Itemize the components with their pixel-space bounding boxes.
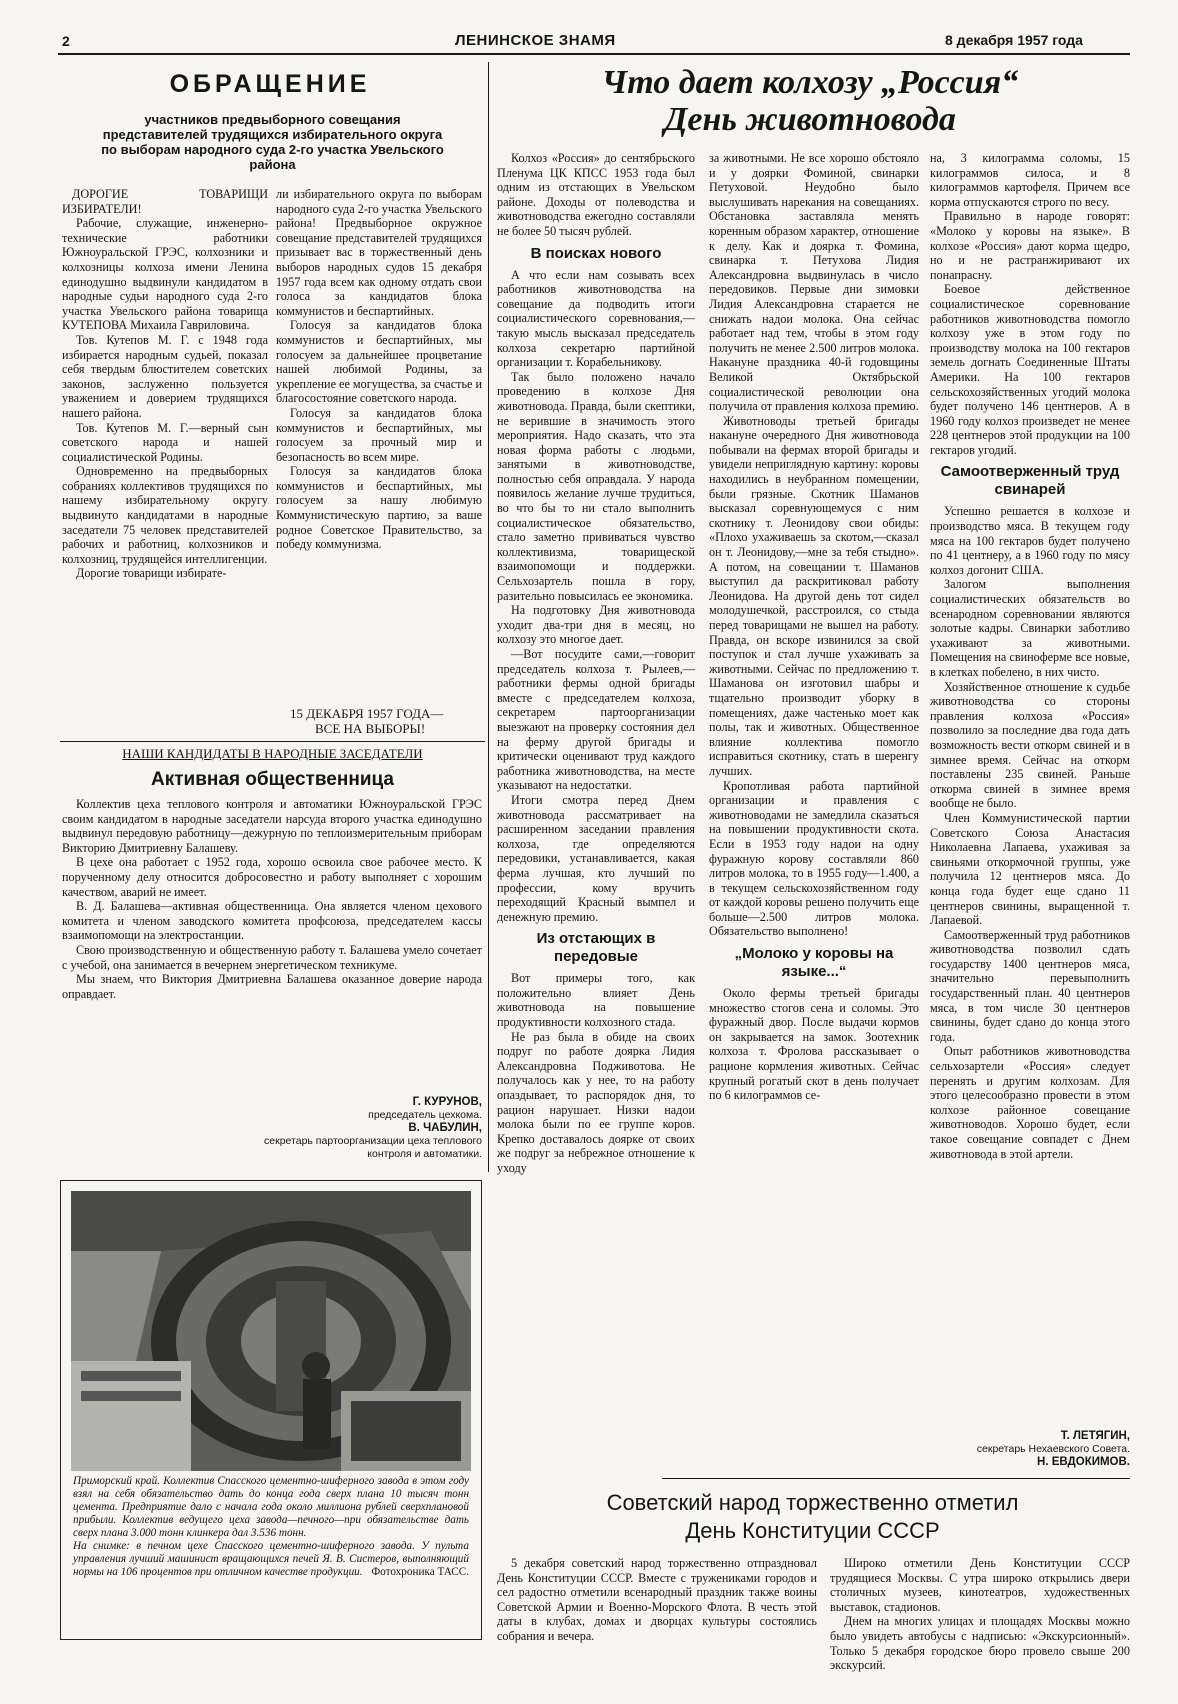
paragraph: за животными. Не все хорошо обстояло и у доярки Фоминой, свинарки Петуховой. Неудобно было выслушивать нарекания на совещаниях. Обстановка заставляла менять коренным образом характер, отношение к делу. Как и доярка т. Фомина, свинарка т. Петухова Лидия Александровна выдвинулась в число передовиков. Первые дни зимовки Лидия Александровна старается не снижать надои молока. Она сейчас работает над тем, чтобы в этом году получить не менее 2.500 литров молока. Накануне праздника 40-й годовщины Великой Октябрьской социалистической революции она получила от правления колхоза премию. — [709, 151, 919, 414]
paragraph: на, 3 килограмма соломы, 15 килограммов силоса, и 8 килограммов картофеля. Причем все корма отпускаются строго по весу. — [930, 151, 1130, 209]
paragraph: Самоотверженный труд работников животноводства позволил сдать государству 1400 центнеров мяса, значительно перевыполнить государственный план. 40 центнеров мяса, в том числе 30 центнеров свинины, будет сдано до конца этого года. — [930, 927, 1130, 1044]
paragraph: Голосуя за кандидатов блока коммунистов и беспартийных, мы голосуем за дальнейшее процветание нашей любимой Родины, за укрепление ее могущества, за счастье и благосостояние советского народа. — [276, 318, 482, 406]
paragraph: Залогом выполнения социалистических обязательств во всенародном соревновании являются золотые кадры. Свинарки заботливо ухаживают за животными. Помещения на свиноферме все новые, в клетках побелено, в них чисто. — [930, 577, 1130, 679]
paragraph: Мы знаем, что Виктория Дмитриевна Балашева оказанное доверие народа оправдает. — [62, 972, 482, 1001]
paragraph: Свою производственную и общественную работу т. Балашева умело сочетает с учебой, она занимается в вечернем энергетическом техникуме. — [62, 942, 482, 972]
appeal-title: ОБРАЩЕНИЕ — [169, 70, 371, 98]
subheading: Самоотверженный труд свинарей — [940, 463, 1120, 499]
photo-frame — [60, 1180, 482, 1640]
paragraph: Около фермы третьей бригады множество стогов сена и соломы. Это фуражный двор. После выдачи кормов он закрывается на замок. Зоотехник колхоза т. Фролова рассказывает о рационе кормления животных. Сейчас крупный рогатый скот в день получает по 6 килограммов се- — [709, 986, 919, 1103]
paragraph: Голосуя за кандидатов блока коммунистов и беспартийных, мы голосуем за прочный мир и безопасность во всем мире. — [276, 405, 482, 464]
subheading: Из отстающих в передовые — [536, 930, 656, 966]
issue-date: 8 декабря 1957 года — [945, 32, 1083, 48]
paragraph: Итоги смотра перед Днем животновода рассматривает на расширенном заседании правления колхоза, где определяются передовики, устанавливается, какая ферма лучшая, кто лучший по профессии, кому вручить переходящий Красный вымпел и денежную премию. — [497, 792, 695, 924]
paragraph: В цехе она работает с 1952 года, хорошо освоила свое рабочее место. К порученному делу относится добросовестно и работу выполняет с хорошим качеством, аварий не имеет. — [62, 855, 482, 899]
paragraph: Хозяйственное отношение к судьбе животноводства со стороны правления колхоза «Россия» позволило за последние два года дать возможность вести откорм свиней и в зимнее время. Сейчас на откорм поставлены 235 свиней. Раньше откорма свиней в зимнее время вообще не было. — [930, 679, 1130, 811]
candidates-body — [62, 797, 482, 1087]
signer-role: председатель цехкома. — [368, 1109, 482, 1121]
signer-name: Т. ЛЕТЯГИН, — [1060, 1430, 1130, 1442]
paragraph: Одновременно на предвыборных собраниях коллективов трудящихся по нашему избирательному округу выдвинуто кандидатами в народные заседатели 75 человек представителей рабочих и работниц, колхозников и колхозниц, трудящейся интеллигенции. — [62, 464, 268, 566]
paragraph: ли избирательного округа по выборам народного суда 2-го участка Увельского района! Предвыборное окружное совещание представителей трудящихся призывает вас в торжественный день выборов народных судов 15 декабря 1957 года всем как одному отдать свои голоса за кандидатов блока коммунистов и беспартийных. — [276, 187, 482, 318]
candidates-signatures — [250, 1096, 482, 1161]
paragraph: Животноводы третьей бригады накануне очередного Дня животновода побывали на фермах второй бригады и увидели неприглядную картину: коровы находились в неубранном помещении, были грязные. Скотник Шаманов высказал соревнующемуся с ним скотнику т. Леонидову свои обиды: «Плохо ухаживаешь за скотом,—сказал он т. Леонидову,—мне за тебя стыдно». А потом, на совещании т. Шаманов выступил да раскритиковал работу Леонидова. На другой день тот сидел молодушечкой, расстроился, со стыда перед товарищами не вышел на работу. Правда, он вскоре извинился за свой поступок и стал лучше ухаживать за животными. Сейчас по предложению т. Шаманова он изготовил шабры и тщательно производит уборку в помещениях, даже частенько моет как полы, так и животных. Общественное влияние коллектива помогло исправиться скотнику, стать в шеренгу лучших. — [709, 413, 919, 778]
section-rule — [662, 1478, 1130, 1479]
paragraph: —Вот посудите сами,—говорит председатель колхоза т. Рылеев,—работники фермы одной бригады вместе с председателем колхоза, секретарем партоорганизации выезжают на проверку состояния дел на ферму другой бригады и критически оценивают труд каждого работника животноводства, на месте указывают на недостатки. — [497, 647, 695, 793]
paragraph: Тов. Кутепов М. Г.—верный сын советского народа и нашей социалистической Родины. — [62, 420, 268, 464]
signer-name: Г. КУРУНОВ, — [412, 1096, 482, 1108]
paragraph: Член Коммунистической партии Советского Союза Анастасия Николаевна Лапаева, ухаживая за свиньями откормочной группы, уже получила 12 центнеров мяса. До конца года будет еще сдано 11 центнеров свинины, выращенной т. Лапаевой. — [930, 810, 1130, 928]
paragraph: Рабочие, служащие, инженерно-технические работники Южноуральской ГРЭС, колхозники и колхозницы колхоза имени Ленина единодушно выдвинули кандидатом в народные судьи народного суда 2-го участка Увельского района товарища КУТЕПОВА Михаила Гавриловича. — [62, 216, 268, 333]
paragraph: Успешно решается в колхозе и производство мяса. В текущем году мяса на 100 гектаров будет получено по 41 центнеру, а в 1960 году по мясу колхоз догонит США. — [930, 504, 1130, 577]
subheading: „Молоко у коровы на языке...“ — [734, 945, 894, 981]
paragraph: Голосуя за кандидатов блока коммунистов и беспартийных, мы голосуем за нашу любимую Коммунистическую партию, за ваше родное Советское Правительство, за победу коммунизма. — [276, 464, 482, 552]
paragraph: Днем на многих улицах и площадях Москвы можно было увидеть автобусы с надписью: «Экскурсионный». Только 5 декабря городское бюро провело свыше 200 экскурсий. — [830, 1614, 1130, 1673]
paragraph: Колхоз «Россия» до сентябрьского Пленума ЦК КПСС 1953 года был одним из отстающих в Увельском районе. Доходы от полеводства и животноводства ежегодно составляли не более 50 тысяч рублей. — [497, 151, 695, 238]
photo-credit: Фотохроника ТАСС. — [371, 1566, 469, 1578]
factory-kiln-photo — [71, 1191, 471, 1471]
paragraph: Коллектив цеха теплового контроля и автоматики Южноуральской ГРЭС своим кандидатом в народные заседатели нарсуда второго участка единодушно выдвинул передовую работницу—дежурную по теплоизмерительным приборам Викторию Дмитриевну Балашеву. — [62, 797, 482, 855]
appeal-column-1 — [62, 187, 268, 727]
signer-role: секретарь партоорганизации цеха теплового контроля и автоматики. — [264, 1135, 482, 1160]
masthead-rule — [58, 53, 1130, 55]
paragraph: ДОРОГИЕ ТОВАРИЩИ ИЗБИРАТЕЛИ! — [62, 187, 268, 216]
paragraph: Боевое действенное социалистическое соревнование работников животноводства помогло колхозу уже в этом году по производству молока на 100 гектаров земель догнать Соединенные Штаты Америки. На 100 гектаров сельскохозяйственных угодий молока будет получено 146 центнеров. А в 1960 году колхоз произведет не менее 228 центнеров этой продукции на 100 гектаров угодий. — [930, 282, 1130, 457]
feature-column-2 — [709, 151, 919, 1346]
feature-column-1 — [497, 151, 695, 1346]
constitution-column-2 — [830, 1556, 1130, 1696]
section-rule — [60, 741, 485, 742]
signer-role: секретарь Нехаевского Совета. — [976, 1443, 1130, 1455]
caption-lead: Приморский край. Коллектив Спасского цементно-шиферного завода в этом году взял на себя обязательство дать до конца года сверх плана 10 тысяч тонн цемента. Предприятие дало с начала года около миллиона рублей сверхплановой прибыли. Коллектив ведущего цеха завода—печного—при обязательстве дать сверх плана 3.000 тонн клинкера дал 3.536 тонн. — [73, 1475, 469, 1539]
feature-title-2: День животновода — [664, 101, 956, 138]
subheading: В поисках нового — [530, 244, 662, 262]
appeal-closing-2: ВСЕ НА ВЫБОРЫ! — [315, 721, 426, 736]
paragraph: Так было положено начало проведению в колхозе Дня животновода. Правда, были скептики, не верившие в значимость этого мероприятия. Надо сказать, что эта новая форма работы с людьми, занятыми в животноводстве, полностью себя оправдала. У народа появилось желание лучше трудиться, во что бы то ни стало выполнить социалистическое обязательство, стало заметно прививаться чувство коллективизма, товарищеской взаимопомощи и поддержки. Сельхозартель пошла в гору, разительно повысилась ее экономика. — [497, 369, 695, 603]
paragraph: Кропотливая работа партийной организации и правления с животноводами не замедлила сказаться на повышении продуктивности скота. Если в 1953 году надои на одну фуражную корову составляли 860 литров молока, то в 1955 году—1.400, а в текущем сельскохозяйственном году от каждой коровы решено получить еще больше—2.500 литров молока. Обязательство выполнено! — [709, 778, 919, 939]
signer-name: Н. ЕВДОКИМОВ. — [1037, 1456, 1130, 1468]
candidates-title: Активная общественница — [151, 769, 394, 790]
paragraph: В. Д. Балашева—активная общественница. Она является членом цехового комитета и членом заводского комитета профсоюза, председателем кассы взаимопомощи на электростанции. — [62, 899, 482, 943]
paragraph: А что если нам созывать всех работников животноводства на совещание да подводить итоги социалистического соревнования,—такую мысль высказал председатель колхоза секретарю партийной организации т. Корабельникову. — [497, 267, 695, 370]
appeal-subtitle: участников предвыборного совещания представителей трудящихся избирательного округа по выборам народного суда 2-го участка Увельского района — [101, 112, 444, 172]
appeal-closing-1: 15 ДЕКАБРЯ 1957 ГОДА— — [290, 706, 444, 721]
paragraph: 5 декабря советский народ торжественно отпраздновал День Конституции СССР. Вместе с тружениками городов и сел радостно отметили всенародный праздник также воины Советской Армии и Военно-Морского Флота. В честь этой даты в клубах, домах и дворцах культуры состоялись собрания и вечера. — [497, 1556, 817, 1643]
paragraph: Не раз была в обиде на своих подруг по работе доярка Лидия Александровна Подживотова. Не получалось как у нее, то на работу опаздывает, то распорядок дня, то рацион нарушает. Низки надои молока были по ее группе коров. Крепко доставалось доярке от своих же подруг за небрежное отношение к уходу — [497, 1029, 695, 1175]
constitution-title-2: День Конституции СССР — [685, 1518, 940, 1543]
paragraph: Правильно в народе говорят: «Молоко у коровы на языке». В колхозе «Россия» дают корма щедро, но и не растранжиривают их понапрасну. — [930, 209, 1130, 282]
caption-photo: На снимке: в печном цехе Спасского цементно-шиферного завода. У пульта управления лучший машинист вращающихся печей Я. В. Систеров, выполняющий нормы на 106 процентов при отличном качестве продукции. — [73, 1540, 469, 1578]
paragraph: Дорогие товарищи избирате- — [76, 566, 227, 581]
paragraph: Опыт работников животноводства сельхозартели «Россия» следует перенять и другим колхозам. Для этого целесообразно провести в этом колхозе районное совещание животноводов. Хорошо будет, если такое совещание совпадет с Днем животновода в этой артели. — [930, 1044, 1130, 1161]
feature-signatures — [930, 1430, 1130, 1469]
column-divider — [488, 62, 489, 1172]
feature-title-1: Что дает колхозу „Россия“ — [601, 64, 1019, 101]
paragraph: Тов. Кутепов М. Г. с 1948 года избирается народным судьей, показал себя твердым блюстителем советских законов, заслуженно пользуется уважением и доверием трудящихся нашего района. — [62, 332, 268, 420]
constitution-column-1 — [497, 1556, 817, 1696]
feature-column-3 — [930, 151, 1130, 1281]
photo-caption — [73, 1475, 469, 1579]
paragraph: Широко отметили День Конституции СССР трудящиеся Москвы. С утра широко открылись двери столичных музеев, кинотеатров, художественных выставок, стадионов. — [830, 1556, 1130, 1614]
signer-name: В. ЧАБУЛИН, — [408, 1122, 482, 1134]
constitution-title-1: Советский народ торжественно отметил — [606, 1490, 1019, 1515]
appeal-column-2 — [276, 187, 482, 677]
page-number: 2 — [62, 33, 70, 49]
newspaper-title: ЛЕНИНСКОЕ ЗНАМЯ — [455, 32, 616, 49]
candidates-rubric: НАШИ КАНДИДАТЫ В НАРОДНЫЕ ЗАСЕДАТЕЛИ — [122, 746, 423, 761]
paragraph: На подготовку Дня животновода уходит два-три дня в месяц, но колхозу это многое дает. — [497, 603, 695, 647]
paragraph: Вот примеры того, как положительно влияет День животновода на повышение продуктивности колхозного стада. — [497, 971, 695, 1030]
